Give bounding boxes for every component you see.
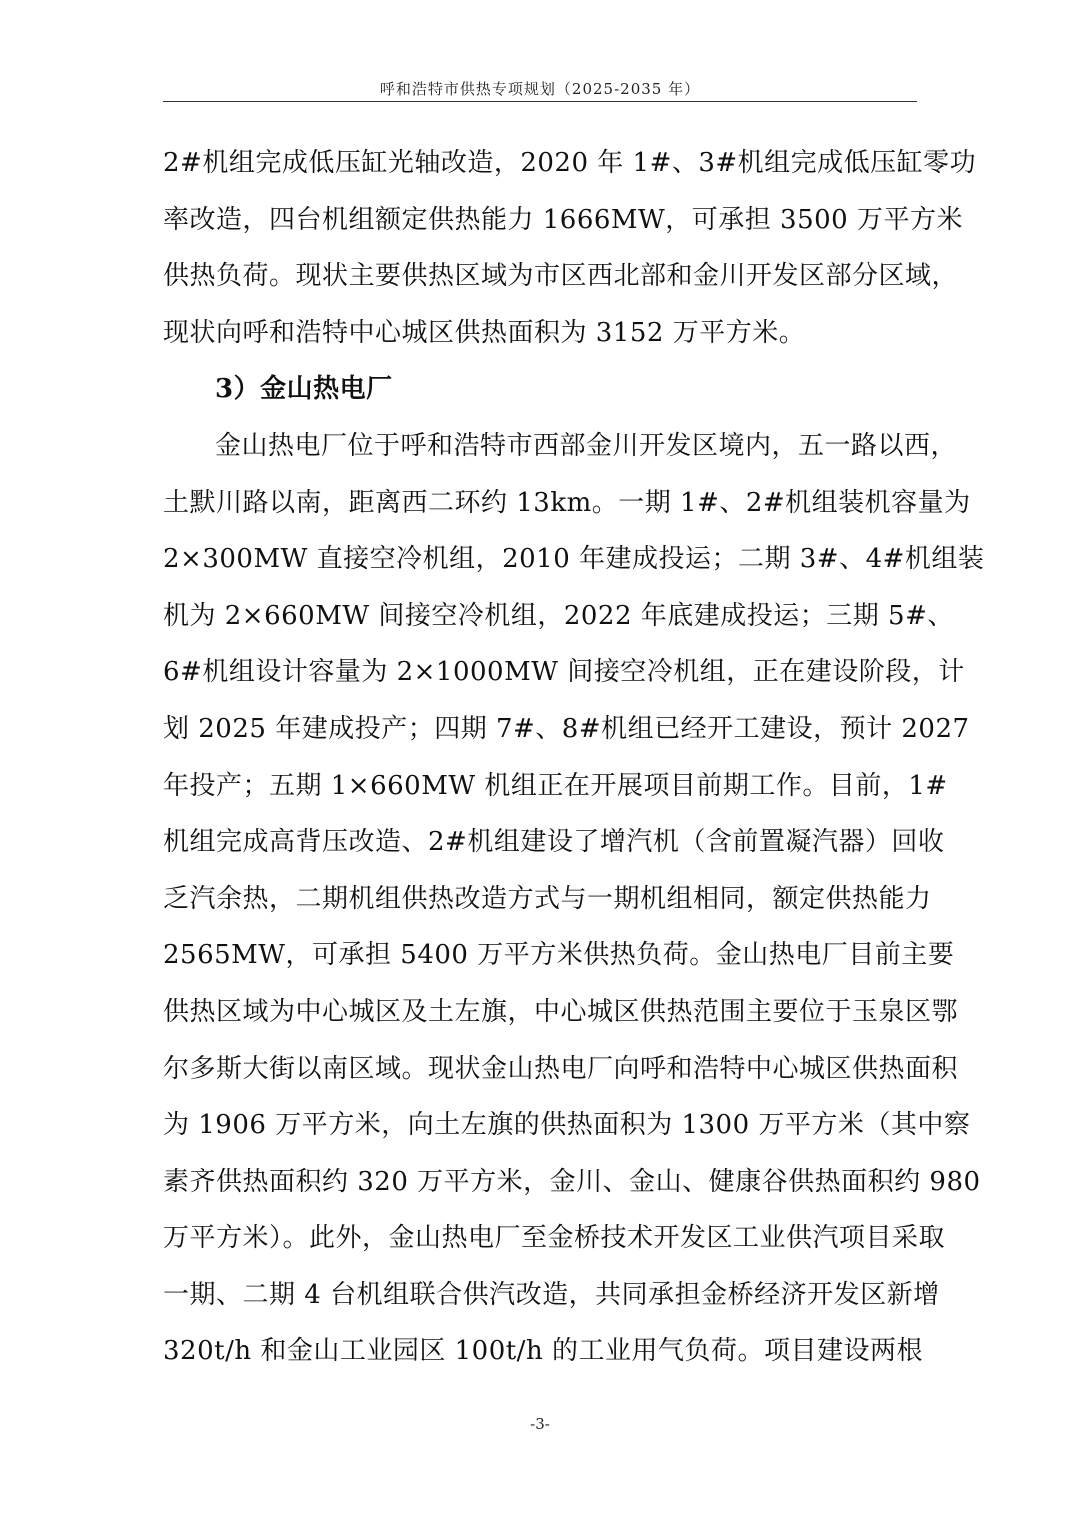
paragraph-line: 2#机组完成低压缸光轴改造，2020 年 1#、3#机组完成低压缸零功 [163, 148, 977, 178]
paragraph-line: 一期、二期 4 台机组联合供汽改造，共同承担金桥经济开发区新增 [163, 1279, 940, 1310]
paragraph-line: 尔多斯大街以南区域。现状金山热电厂向呼和浩特中心城区供热面积 [163, 1053, 959, 1084]
paragraph-line: 2×300MW 直接空冷机组，2010 年建成投运；二期 3#、4#机组装 [163, 544, 985, 575]
paragraph-line: 供热负荷。现状主要供热区域为市区西北部和金川开发区部分区域， [163, 261, 959, 292]
paragraph-line: 2565MW，可承担 5400 万平方米供热负荷。金山热电厂目前主要 [163, 940, 955, 971]
page-number: -3- [530, 1415, 550, 1433]
paragraph-line: 年投产；五期 1×660MW 机组正在开展项目前期工作。目前，1# [163, 770, 948, 801]
paragraph-line: 金山热电厂位于呼和浩特市西部金川开发区境内，五一路以西， [215, 430, 958, 461]
paragraph-line: 素齐供热面积约 320 万平方米，金川、金山、健康谷供热面积约 980 [163, 1166, 981, 1197]
header-rule [163, 101, 917, 102]
paragraph-line: 率改造，四台机组额定供热能力 1666MW，可承担 3500 万平方米 [163, 204, 963, 235]
body-text [163, 140, 985, 1385]
paragraph-line: 为 1906 万平方米，向土左旗的供热面积为 1300 万平方米（其中察 [163, 1110, 971, 1141]
paragraph-line: 机组完成高背压改造、2#机组建设了增汽机（含前置凝汽器）回收 [163, 827, 945, 858]
paragraph-line: 供热区域为中心城区及土左旗，中心城区供热范围主要位于玉泉区鄂 [163, 996, 959, 1027]
paragraph-line: 万平方米）。此外，金山热电厂至金桥技术开发区工业供汽项目采取 [163, 1223, 946, 1254]
paragraph-line: 现状向呼和浩特中心城区供热面积为 3152 万平方米。 [163, 317, 806, 348]
section-heading: 3）金山热电厂 [215, 374, 393, 405]
paragraph-line: 划 2025 年建成投产；四期 7#、8#机组已经开工建设，预计 2027 [163, 713, 970, 744]
paragraph-line: 机为 2×660MW 间接空冷机组，2022 年底建成投运；三期 5#、 [163, 600, 954, 631]
paragraph-line: 6#机组设计容量为 2×1000MW 间接空冷机组，正在建设阶段，计 [163, 657, 965, 688]
running-header: 呼和浩特市供热专项规划（2025-2035 年） [379, 80, 701, 98]
paragraph-line: 土默川路以南，距离西二环约 13km。一期 1#、2#机组装机容量为 [163, 487, 971, 518]
paragraph-line: 乏汽余热，二期机组供热改造方式与一期机组相同，额定供热能力 [163, 883, 932, 914]
paragraph-line: 320t/h 和金山工业园区 100t/h 的工业用气负荷。项目建设两根 [163, 1336, 923, 1367]
